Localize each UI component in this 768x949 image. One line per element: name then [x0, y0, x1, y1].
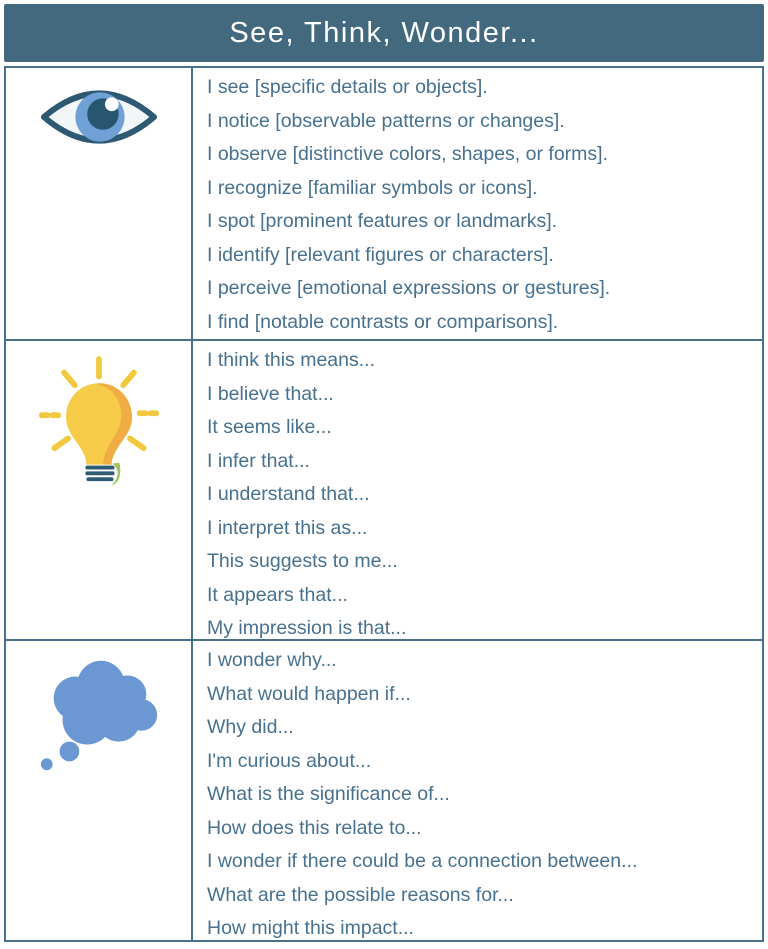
wonder-stems: [193, 641, 762, 940]
see-think-wonder-sheet: [4, 4, 764, 942]
see-icon-cell: [6, 68, 193, 339]
page-title: See, Think, Wonder...: [229, 17, 539, 49]
stem-line: I think this means...: [207, 349, 375, 371]
stem-line: I believe that...: [207, 382, 334, 405]
thought-cloud-icon: [30, 654, 168, 779]
stem-line: I interpret this as...: [207, 516, 368, 539]
table-row-wonder: [6, 639, 762, 940]
stem-line: I perceive [emotional expressions or gestures].: [207, 277, 611, 299]
see-stems: [193, 68, 762, 339]
stem-line: What would happen if...: [207, 682, 411, 705]
stem-line: How does this relate to...: [207, 816, 422, 839]
stem-line: I observe [distinctive colors, shapes, or forms].: [207, 143, 608, 165]
think-stems: [193, 341, 762, 639]
stem-line: I infer that...: [207, 449, 310, 472]
think-icon-cell: [6, 341, 193, 639]
stem-line: I'm curious about...: [207, 749, 372, 772]
eye-icon: [40, 81, 158, 158]
stem-line: I recognize [familiar symbols or icons].: [207, 176, 538, 199]
stem-line: How might this impact...: [207, 917, 414, 939]
stem-line: It appears that...: [207, 583, 348, 606]
stem-line: What are the possible reasons for...: [207, 883, 514, 906]
wonder-icon-cell: [6, 641, 193, 940]
stem-line: I spot [prominent features or landmarks].: [207, 210, 558, 232]
stem-line: I wonder if there could be a connection between...: [207, 850, 638, 872]
stem-line: What is the significance of...: [207, 783, 450, 805]
routine-table: [4, 66, 764, 942]
table-row-think: [6, 339, 762, 639]
stem-line: My impression is that...: [207, 617, 407, 639]
stem-line: I wonder why...: [207, 649, 337, 671]
table-row-see: [6, 68, 762, 339]
stem-line: I find [notable contrasts or comparisons].: [207, 310, 559, 333]
stem-line: I identify [relevant figures or characters].: [207, 243, 554, 266]
stem-line: I understand that...: [207, 483, 370, 505]
stem-line: Why did...: [207, 716, 294, 738]
header-bar: [4, 4, 764, 62]
stem-line: This suggests to me...: [207, 550, 398, 572]
stem-line: I notice [observable patterns or changes].: [207, 109, 565, 132]
stem-line: I see [specific details or objects].: [207, 76, 488, 98]
lightbulb-icon: [36, 354, 162, 495]
stem-line: It seems like...: [207, 416, 332, 438]
